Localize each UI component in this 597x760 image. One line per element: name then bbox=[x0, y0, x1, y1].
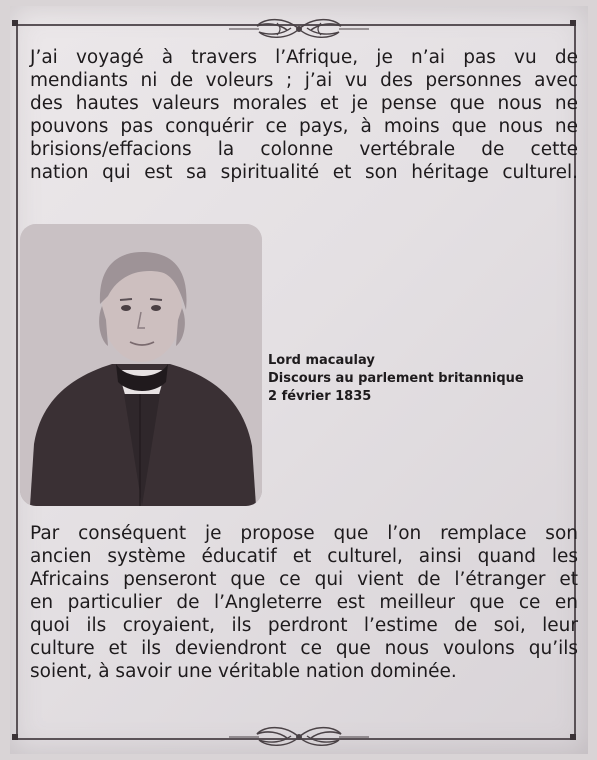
poster bbox=[10, 6, 588, 754]
frame-corner bbox=[12, 734, 18, 740]
portrait-engraving bbox=[20, 224, 262, 506]
speech-date: 2 février 1835 bbox=[268, 389, 372, 404]
top-quote bbox=[30, 46, 578, 184]
quote-line: soient, à savoir une véritable nation dominée. bbox=[30, 661, 457, 682]
quote-line: mendiants ni de voleurs ; j’ai vu des personnes avec bbox=[30, 70, 578, 91]
frame-corner bbox=[570, 734, 576, 740]
quote-line: ancien système éducatif et culturel, ainsi quand les bbox=[30, 546, 578, 567]
quote-line: des hautes valeurs morales et je pense que nous ne bbox=[30, 93, 578, 114]
quote-line: nation qui est sa spiritualité et son héritage culturel. bbox=[30, 162, 578, 183]
speech-event: Discours au parlement britannique bbox=[268, 371, 524, 386]
quote-line: pouvons pas conquérir ce pays, à moins que nous ne bbox=[30, 116, 578, 137]
quote-line: quoi ils croyaient, ils perdront l’estime de soi, leur bbox=[30, 615, 578, 636]
flourish-ornament-top bbox=[229, 14, 369, 44]
quote-line: culture et ils deviendront ce que nous voulons qu’ils bbox=[30, 638, 578, 659]
flourish-ornament-bottom bbox=[229, 722, 369, 752]
bottom-quote bbox=[30, 522, 578, 683]
frame-corner bbox=[570, 20, 576, 26]
quote-line: J’ai voyagé à travers l’Afrique, je n’ai pas vu de bbox=[30, 47, 578, 68]
quote-line: Africains penseront que ce qui vient de l’étranger et bbox=[30, 569, 578, 590]
quote-line: Par conséquent je propose que l’on remplace son bbox=[30, 523, 578, 544]
frame-corner bbox=[12, 20, 18, 26]
author-name: Lord macaulay bbox=[268, 353, 375, 368]
attribution bbox=[268, 352, 524, 406]
quote-line: brisions/effacions la colonne vertébrale de cette bbox=[30, 139, 578, 160]
quote-line: en particulier de l’Angleterre est meilleur que ce en bbox=[30, 592, 578, 613]
